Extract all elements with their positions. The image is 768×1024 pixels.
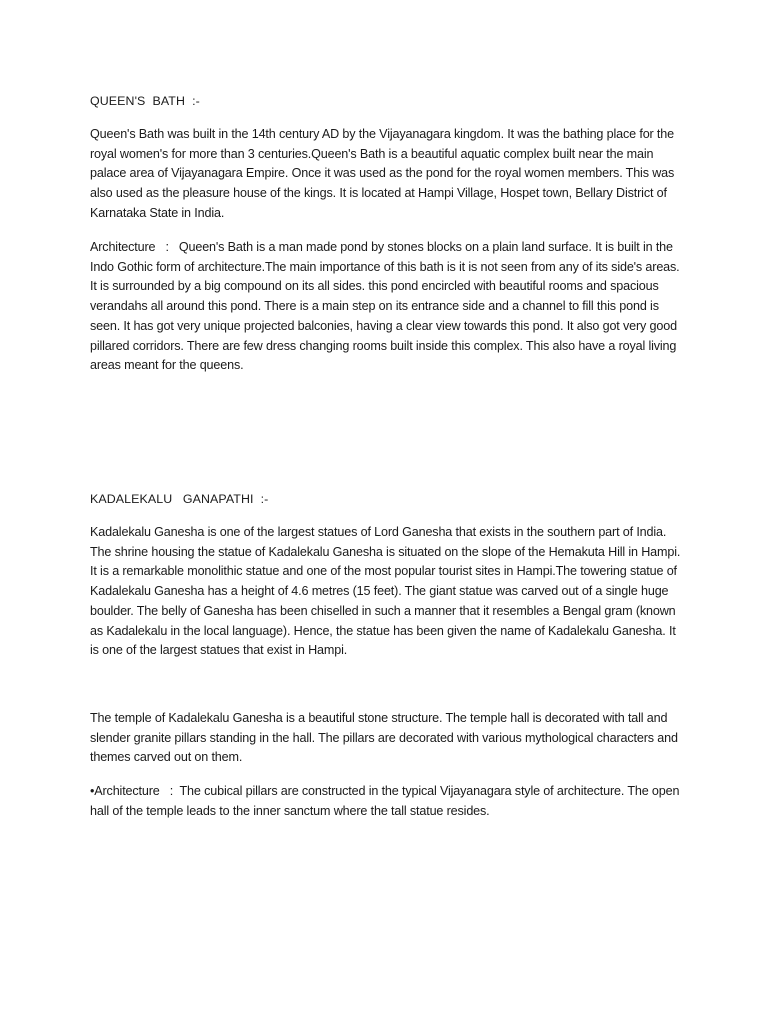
- paragraph-kadalekalu-temple: The temple of Kadalekalu Ganesha is a beautiful stone structure. The temple hall is decorated with tall and slender granite pillars standing in the hall. The pillars are decorated with various mythological characters and themes carved out on them.: [90, 711, 678, 765]
- paragraph-queens-bath-architecture: Architecture : Queen's Bath is a man made pond by stones blocks on a plain land surface. It is built in the Indo Gothic form of architecture.The main importance of this bath is it is not seen from any of its side's areas. It is surrounded by a big compound on its all sides. this pond encircled with beautiful rooms and spacious verandahs all around this pond. There is a main step on its entrance side and a channel to fill this pond is seen. It has got very unique projected balconies, having a clear view towards this pond. It also got very good pillared corridors. There are few dress changing rooms built inside this complex. This also have a royal living areas meant for the queens.: [90, 240, 683, 373]
- document-body: [90, 0, 686, 1024]
- paragraph-kadalekalu-statue: Kadalekalu Ganesha is one of the largest statues of Lord Ganesha that exists in the southern part of India. The shrine housing the statue of Kadalekalu Ganesha is situated on the slope of the Hemakuta Hill in Hampi. It is a remarkable monolithic statue and one of the most popular tourist sites in Hampi.The towering statue of Kadalekalu Ganesha has a height of 4.6 metres (15 feet). The giant statue was carved out of a single huge boulder. The belly of Ganesha has been chiselled in such a manner that it resembles a Bengal gram (known as Kadalekalu in the local language). Hence, the statue has been given the name of Kadalekalu Ganesha. It is one of the largest statues that exist in Hampi.: [90, 525, 681, 658]
- paragraph-kadalekalu-architecture: •Architecture : The cubical pillars are constructed in the typical Vijayanagara style of architecture. The open hall of the temple leads to the inner sanctum where the tall statue resides.: [90, 784, 683, 818]
- section-heading-kadalekalu-ganapathi: KADALEKALU GANAPATHI :-: [90, 492, 269, 506]
- section-heading-queens-bath: QUEEN'S BATH :-: [90, 94, 200, 108]
- paragraph-queens-bath-history: Queen's Bath was built in the 14th century AD by the Vijayanagara kingdom. It was the bathing place for the royal women's for more than 3 centuries.Queen's Bath is a beautiful aquatic complex built near the main palace area of Vijayanagara Empire. Once it was used as the pond for the royal women members. This was also used as the pleasure house of the kings. It is located at Hampi Village, Hospet town, Bellary District of Karnataka State in India.: [90, 127, 675, 220]
